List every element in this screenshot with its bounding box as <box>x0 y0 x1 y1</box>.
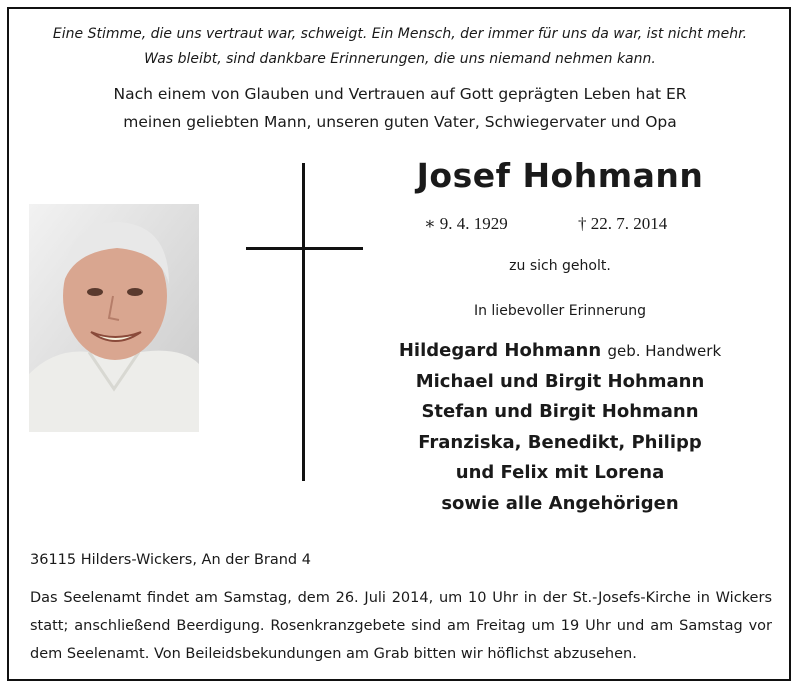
family-line-3: Stefan und Birgit Hohmann <box>421 401 699 422</box>
cross-icon-horizontal <box>246 247 363 250</box>
portrait-photo <box>29 204 199 432</box>
quote-line-1: Eine Stimme, die uns vertraut war, schweigt. Ein Mensch, der immer für uns da war, ist nicht mehr. <box>52 26 748 42</box>
deceased-name: Josef Hohmann <box>416 156 704 195</box>
intro-text <box>20 80 780 136</box>
intro-line-2: meinen geliebten Mann, unseren guten Vater, Schwiegervater und Opa <box>123 113 677 131</box>
passing-text: zu sich geholt. <box>509 258 611 274</box>
memorial-quote <box>20 22 780 72</box>
family-line-1 <box>330 336 790 367</box>
remembrance-text: In liebevoller Erinnerung <box>473 303 647 319</box>
quote-line-2: Was bleibt, sind dankbare Erinnerungen, die uns niemand nehmen kann. <box>144 51 656 67</box>
family-line-2: Michael und Birgit Hohmann <box>415 370 705 392</box>
birth-date: ∗ 9. 4. 1929 <box>424 214 508 233</box>
family-line-5: und Felix mit Lorena <box>455 462 665 483</box>
family-list <box>330 336 790 519</box>
family-member-name: Hildegard Hohmann <box>398 340 602 361</box>
intro-line-1: Nach einem von Glauben und Vertrauen auf Gott geprägten Leben hat ER <box>113 85 687 103</box>
family-line-4: Franziska, Benedikt, Philipp <box>418 431 702 453</box>
family-line-6: sowie alle Angehörigen <box>441 492 679 514</box>
death-date: † 22. 7. 2014 <box>578 214 668 233</box>
address: 36115 Hilders-Wickers, An der Brand 4 <box>30 552 311 568</box>
cross-icon-vertical <box>302 163 305 481</box>
funeral-notice: Das Seelenamt findet am Samstag, dem 26. Juli 2014, um 10 Uhr in der St.-Josefs-Kirche in Wickers statt; anschließend Beerdigung. Rosenkranzgebete sind am Freitag um 19 Uhr und am Samstag vor dem Seelenamt. Von Beileidsbekundungen am Grab bitten wir höflichst abzusehen. <box>30 590 772 662</box>
portrait-illustration <box>29 204 199 432</box>
maiden-name: geb. Handwerk <box>607 342 722 360</box>
